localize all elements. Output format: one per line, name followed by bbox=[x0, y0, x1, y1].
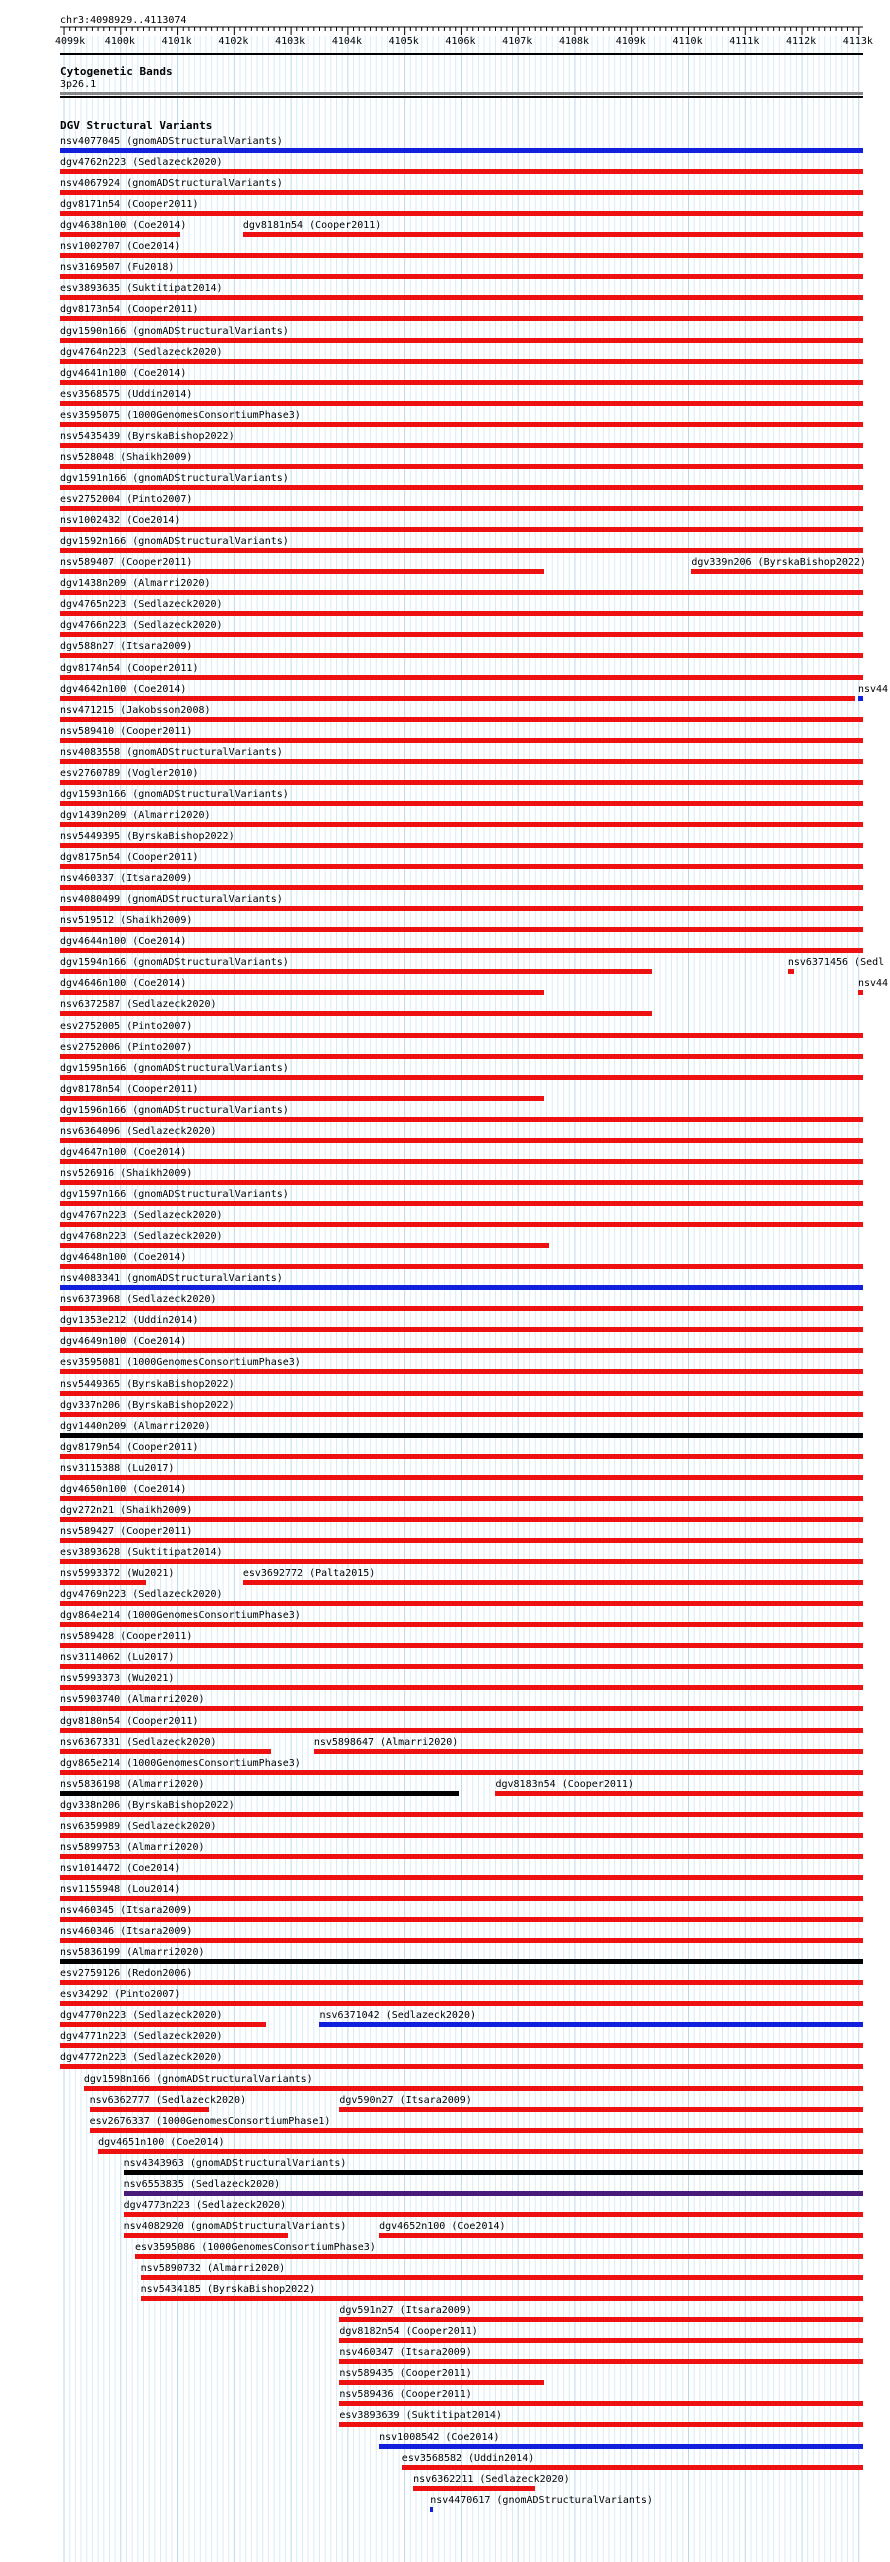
variant-label: dgv4772n223 (Sedlazeck2020) bbox=[60, 2052, 223, 2064]
ruler-tick-label: 4113k bbox=[842, 36, 873, 47]
variant-bar[interactable] bbox=[60, 948, 863, 953]
variant-label: dgv1596n166 (gnomADStructuralVariants) bbox=[60, 1104, 289, 1116]
variant-label: dgv339n206 (ByrskaBishop2022) bbox=[691, 557, 866, 569]
variant-bar[interactable] bbox=[60, 1896, 863, 1901]
variant-bar[interactable] bbox=[60, 422, 863, 427]
variant-label: esv3692772 (Palta2015) bbox=[242, 1568, 376, 1580]
variant-label: nsv1008542 (Coe2014) bbox=[379, 2431, 500, 2443]
variant-label: dgv8180n54 (Cooper2011) bbox=[60, 1715, 199, 1727]
variant-bar[interactable] bbox=[60, 1159, 863, 1164]
variant-bar[interactable] bbox=[60, 485, 863, 490]
variant-bar[interactable] bbox=[60, 1475, 863, 1480]
ruler-tick-label: 4108k bbox=[558, 36, 590, 47]
variant-label: nsv589436 (Cooper2011) bbox=[339, 2389, 472, 2401]
variant-bar[interactable] bbox=[339, 2380, 543, 2385]
variant-bar[interactable] bbox=[60, 1075, 863, 1080]
variant-label: nsv589428 (Cooper2011) bbox=[60, 1631, 193, 1643]
variant-label: nsv4083341 (gnomADStructuralVariants) bbox=[60, 1273, 283, 1285]
variant-label: nsv460347 (Itsara2009) bbox=[339, 2347, 472, 2359]
ruler-tick-label: 4103k bbox=[275, 36, 306, 47]
variant-label: nsv4077045 (gnomADStructuralVariants) bbox=[60, 136, 283, 147]
variant-label: nsv528048 (Shaikh2009) bbox=[60, 451, 193, 463]
variant-label: nsv519512 (Shaikh2009) bbox=[60, 915, 193, 927]
variant-bar[interactable] bbox=[60, 717, 863, 722]
variant-bar[interactable] bbox=[60, 738, 863, 743]
variant-bar[interactable] bbox=[60, 1959, 863, 1964]
variant-bar[interactable] bbox=[141, 2275, 863, 2280]
variant-bar[interactable] bbox=[60, 611, 863, 616]
variant-label: esv2676337 (1000GenomesConsortiumPhase1) bbox=[89, 2115, 331, 2127]
variant-bar[interactable] bbox=[60, 1580, 146, 1585]
ruler-tick-label: 4109k bbox=[615, 36, 646, 47]
variant-label: nsv5890732 (Almarri2020) bbox=[140, 2263, 286, 2275]
variant-label: dgv4773n223 (Sedlazeck2020) bbox=[123, 2199, 287, 2211]
variant-label: nsv6371042 (Sedlazeck2020) bbox=[319, 2010, 477, 2022]
ruler-tick-label: 4110k bbox=[672, 36, 703, 47]
variant-bar[interactable] bbox=[60, 2001, 863, 2006]
variant-label: dgv1591n166 (gnomADStructuralVariants) bbox=[60, 472, 289, 484]
variant-label: dgv4642n100 (Coe2014) bbox=[60, 683, 187, 695]
ruler-tick-label: 4106k bbox=[445, 36, 476, 47]
variant-bar[interactable] bbox=[60, 1664, 863, 1669]
variant-label: dgv4652n100 (Coe2014) bbox=[379, 2220, 506, 2232]
variant-bar[interactable] bbox=[60, 1433, 863, 1438]
variant-label: dgv4767n223 (Sedlazeck2020) bbox=[60, 1210, 223, 1222]
variant-bar[interactable] bbox=[60, 148, 863, 153]
variant-bar[interactable] bbox=[60, 780, 863, 785]
variant-label: dgv590n27 (Itsara2009) bbox=[339, 2094, 472, 2106]
variant-label: dgv4771n223 (Sedlazeck2020) bbox=[60, 2031, 223, 2043]
variant-label: nsv6367331 (Sedlazeck2020) bbox=[60, 1736, 217, 1748]
variant-bar[interactable] bbox=[60, 232, 180, 237]
variant-bar[interactable] bbox=[379, 2233, 863, 2238]
variant-bar[interactable] bbox=[60, 295, 863, 300]
variant-label: dgv4769n223 (Sedlazeck2020) bbox=[60, 1589, 223, 1601]
variant-bar[interactable] bbox=[60, 843, 863, 848]
variant-bar[interactable] bbox=[60, 548, 863, 553]
variant-bar[interactable] bbox=[60, 1138, 863, 1143]
variant-label: nsv589435 (Cooper2011) bbox=[339, 2368, 472, 2380]
variant-label: esv3893635 (Suktitipat2014) bbox=[60, 283, 223, 295]
variant-label: nsv589410 (Cooper2011) bbox=[60, 725, 193, 737]
variant-label: nsv1002432 (Coe2014) bbox=[60, 515, 181, 527]
variant-bar[interactable] bbox=[858, 990, 863, 995]
variant-bar[interactable] bbox=[60, 1749, 271, 1754]
variant-label: dgv1595n166 (gnomADStructuralVariants) bbox=[60, 1062, 289, 1074]
variant-label: dgv591n27 (Itsara2009) bbox=[339, 2305, 472, 2317]
variant-bar[interactable] bbox=[60, 316, 863, 321]
variant-bar[interactable] bbox=[788, 969, 794, 974]
variant-bar[interactable] bbox=[60, 1601, 863, 1606]
variant-label: dgv1598n166 (gnomADStructuralVariants) bbox=[83, 2073, 313, 2085]
variant-bar[interactable] bbox=[60, 1917, 863, 1922]
variant-label: nsv5903740 (Almarri2020) bbox=[60, 1694, 205, 1706]
variant-bar[interactable] bbox=[60, 1412, 863, 1417]
ruler-tick-label: 4111k bbox=[729, 36, 760, 47]
variant-label: dgv338n206 (ByrskaBishop2022) bbox=[60, 1799, 235, 1811]
variant-label: esv3595081 (1000GenomesConsortiumPhase3) bbox=[60, 1357, 301, 1369]
variant-bar[interactable] bbox=[60, 1685, 863, 1690]
variant-label: dgv4765n223 (Sedlazeck2020) bbox=[60, 599, 223, 611]
variant-bar[interactable] bbox=[90, 2107, 209, 2112]
variant-label: nsv6364096 (Sedlazeck2020) bbox=[60, 1125, 217, 1137]
variant-bar[interactable] bbox=[319, 2022, 863, 2027]
variant-label: dgv1597n166 (gnomADStructuralVariants) bbox=[60, 1189, 289, 1200]
variant-label: nsv589407 (Cooper2011) bbox=[60, 557, 193, 569]
ruler-tick-label: 4102k bbox=[218, 36, 249, 47]
variant-bar[interactable] bbox=[60, 1559, 863, 1564]
variant-label: nsv6371456 (Sedl bbox=[787, 957, 885, 969]
variant-bar[interactable] bbox=[60, 169, 863, 174]
variant-label: nsv5435439 (ByrskaBishop2022) bbox=[60, 430, 235, 442]
variant-bar[interactable] bbox=[60, 1243, 549, 1248]
variant-label: dgv337n206 (ByrskaBishop2022) bbox=[60, 1399, 235, 1411]
variant-label: esv2760789 (Vogler2010) bbox=[60, 767, 199, 779]
variant-label: esv2752004 (Pinto2007) bbox=[60, 494, 193, 506]
variant-label: nsv526916 (Shaikh2009) bbox=[60, 1167, 193, 1179]
variant-bar[interactable] bbox=[60, 1306, 863, 1311]
variant-label: dgv4764n223 (Sedlazeck2020) bbox=[60, 346, 223, 358]
variant-bar[interactable] bbox=[60, 190, 863, 195]
variant-label: esv3568582 (Uddin2014) bbox=[401, 2452, 535, 2464]
variant-bar[interactable] bbox=[60, 1033, 863, 1038]
variant-bar[interactable] bbox=[60, 506, 863, 511]
variant-label: nsv460345 (Itsara2009) bbox=[60, 1905, 193, 1917]
cytoband-track-title: Cytogenetic Bands bbox=[60, 65, 173, 78]
variant-label: esv3595075 (1000GenomesConsortiumPhase3) bbox=[60, 409, 301, 421]
variant-bar[interactable] bbox=[60, 464, 863, 469]
variant-label: nsv1014472 (Coe2014) bbox=[60, 1862, 181, 1874]
variant-bar[interactable] bbox=[124, 2212, 863, 2217]
variant-bar[interactable] bbox=[60, 1833, 863, 1838]
variant-bar[interactable] bbox=[60, 338, 863, 343]
variant-bar[interactable] bbox=[60, 1117, 863, 1122]
variant-label: nsv1002707 (Coe2014) bbox=[60, 241, 181, 253]
variant-bar[interactable] bbox=[60, 675, 863, 680]
variant-label: nsv3114062 (Lu2017) bbox=[60, 1652, 175, 1664]
variant-bar[interactable] bbox=[60, 1201, 863, 1206]
variant-label: dgv1353e212 (Uddin2014) bbox=[60, 1315, 199, 1327]
variant-label: nsv5449365 (ByrskaBishop2022) bbox=[60, 1378, 235, 1390]
cytoband-band-edge bbox=[60, 96, 863, 98]
variant-bar[interactable] bbox=[339, 2107, 863, 2112]
variant-label: nsv4083558 (gnomADStructuralVariants) bbox=[60, 746, 283, 758]
variant-label: nsv5993373 (Wu2021) bbox=[60, 1673, 175, 1685]
variant-bar[interactable] bbox=[60, 1285, 863, 1290]
variant-label: nsv6553835 (Sedlazeck2020) bbox=[123, 2178, 281, 2190]
variant-bar[interactable] bbox=[60, 401, 863, 406]
variant-bar[interactable] bbox=[60, 443, 863, 448]
variant-bar[interactable] bbox=[124, 2233, 289, 2238]
variant-bar[interactable] bbox=[60, 253, 863, 258]
ruler-tick-label: 4101k bbox=[161, 36, 192, 47]
ruler-position-label: chr3:4098929..4113074 bbox=[60, 15, 187, 26]
variant-label: dgv865e214 (1000GenomesConsortiumPhase3) bbox=[60, 1757, 301, 1769]
variant-label: dgv4649n100 (Coe2014) bbox=[60, 1336, 187, 1348]
variant-label: nsv6359989 (Sedlazeck2020) bbox=[60, 1820, 217, 1832]
variant-label: nsv5993372 (Wu2021) bbox=[60, 1568, 175, 1580]
variant-label: dgv4766n223 (Sedlazeck2020) bbox=[60, 620, 223, 632]
variant-bar[interactable] bbox=[60, 2064, 863, 2069]
variant-bar[interactable] bbox=[60, 274, 863, 279]
variant-bar[interactable] bbox=[60, 1791, 459, 1796]
variant-label: dgv1590n166 (gnomADStructuralVariants) bbox=[60, 325, 289, 337]
variant-bar[interactable] bbox=[379, 2444, 863, 2449]
variant-bar[interactable] bbox=[339, 2422, 863, 2427]
variant-bar[interactable] bbox=[339, 2338, 863, 2343]
variant-bar[interactable] bbox=[60, 1938, 863, 1943]
variant-bar[interactable] bbox=[60, 1854, 863, 1859]
variant-bar[interactable] bbox=[60, 590, 863, 595]
variant-label: nsv4067924 (gnomADStructuralVariants) bbox=[60, 178, 283, 190]
variant-label: nsv460337 (Itsara2009) bbox=[60, 873, 193, 885]
variant-label: dgv588n27 (Itsara2009) bbox=[60, 641, 193, 653]
variant-label: nsv6372587 (Sedlazeck2020) bbox=[60, 999, 217, 1011]
variant-label: dgv8183n54 (Cooper2011) bbox=[495, 1778, 634, 1790]
cytoband-label: 3p26.1 bbox=[60, 79, 97, 90]
variant-label: nsv5898647 (Almarri2020) bbox=[313, 1736, 459, 1748]
variant-bar[interactable] bbox=[60, 653, 863, 658]
variant-bar[interactable] bbox=[60, 759, 863, 764]
variant-label: dgv4647n100 (Coe2014) bbox=[60, 1146, 187, 1158]
variant-label: nsv6362211 (Sedlazeck2020) bbox=[413, 2473, 570, 2485]
variant-label: dgv4648n100 (Coe2014) bbox=[60, 1252, 187, 1264]
variant-label: dgv4651n100 (Coe2014) bbox=[98, 2136, 225, 2148]
variant-label: esv3568575 (Uddin2014) bbox=[60, 388, 193, 400]
variant-bar[interactable] bbox=[243, 232, 863, 237]
variant-bar[interactable] bbox=[60, 1706, 863, 1711]
variant-label: nsv589427 (Cooper2011) bbox=[60, 1525, 193, 1537]
variant-bar[interactable] bbox=[60, 1391, 863, 1396]
variant-bar[interactable] bbox=[495, 1791, 863, 1796]
variant-label: dgv8175n54 (Cooper2011) bbox=[60, 852, 199, 864]
variant-bar[interactable] bbox=[60, 906, 863, 911]
variant-label: nsv5434185 (ByrskaBishop2022) bbox=[140, 2284, 316, 2296]
variant-label: nsv4082920 (gnomADStructuralVariants) bbox=[123, 2220, 347, 2232]
variant-bar[interactable] bbox=[60, 990, 544, 995]
variant-bar[interactable] bbox=[314, 1749, 863, 1754]
variant-bar[interactable] bbox=[60, 864, 863, 869]
ruler-tick-label: 4107k bbox=[502, 36, 533, 47]
ruler-tick-label: 4112k bbox=[786, 36, 817, 47]
variant-bar[interactable] bbox=[402, 2465, 863, 2470]
variant-label: nsv6362777 (Sedlazeck2020) bbox=[89, 2094, 247, 2106]
variant-label: nsv3169507 (Fu2018) bbox=[60, 262, 175, 274]
variant-label: esv2752006 (Pinto2007) bbox=[60, 1041, 193, 1053]
variant-bar[interactable] bbox=[339, 2401, 863, 2406]
variant-bar[interactable] bbox=[60, 1327, 863, 1332]
variant-label: dgv4768n223 (Sedlazeck2020) bbox=[60, 1231, 223, 1243]
variant-label: nsv6373968 (Sedlazeck2020) bbox=[60, 1294, 217, 1306]
variant-label: esv34292 (Pinto2007) bbox=[60, 1989, 181, 2001]
variant-label: nsv5449395 (ByrskaBishop2022) bbox=[60, 830, 235, 842]
ruler-tick-label: 4099k bbox=[55, 36, 86, 47]
variant-bar[interactable] bbox=[430, 2507, 433, 2512]
variant-bar[interactable] bbox=[60, 1264, 863, 1269]
variant-label: nsv5836198 (Almarri2020) bbox=[60, 1778, 205, 1790]
variant-bar[interactable] bbox=[124, 2191, 863, 2196]
variant-label: dgv8178n54 (Cooper2011) bbox=[60, 1083, 199, 1095]
variant-label: dgv8181n54 (Cooper2011) bbox=[242, 220, 382, 232]
variant-label: nsv4343963 (gnomADStructuralVariants) bbox=[123, 2157, 347, 2169]
variant-bar[interactable] bbox=[60, 1622, 863, 1627]
variant-bar[interactable] bbox=[60, 1222, 863, 1227]
variant-bar[interactable] bbox=[60, 1454, 863, 1459]
variant-bar[interactable] bbox=[339, 2317, 863, 2322]
variant-bar[interactable] bbox=[90, 2128, 863, 2133]
variant-bar[interactable] bbox=[60, 2043, 863, 2048]
variant-bar[interactable] bbox=[135, 2254, 863, 2259]
variant-bar[interactable] bbox=[60, 1011, 652, 1016]
variant-bar[interactable] bbox=[60, 211, 863, 216]
variant-bar[interactable] bbox=[60, 1980, 863, 1985]
variant-label: dgv8179n54 (Cooper2011) bbox=[60, 1441, 199, 1453]
variant-bar[interactable] bbox=[60, 359, 863, 364]
variant-bar[interactable] bbox=[60, 1180, 863, 1185]
variant-label: dgv4644n100 (Coe2014) bbox=[60, 936, 187, 948]
variant-bar[interactable] bbox=[141, 2296, 863, 2301]
variant-label: dgv8182n54 (Cooper2011) bbox=[339, 2326, 478, 2338]
variant-label: dgv1592n166 (gnomADStructuralVariants) bbox=[60, 536, 289, 548]
variant-label: nsv44 bbox=[857, 683, 889, 695]
ruler-tick-label: 4100k bbox=[104, 36, 135, 47]
variant-label: nsv5836199 (Almarri2020) bbox=[60, 1947, 205, 1959]
variant-label: dgv8174n54 (Cooper2011) bbox=[60, 662, 199, 674]
ruler-tick-label: 4105k bbox=[388, 36, 419, 47]
variant-bar[interactable] bbox=[98, 2149, 863, 2154]
variant-label: dgv8171n54 (Cooper2011) bbox=[60, 199, 199, 211]
variant-bar[interactable] bbox=[60, 1875, 863, 1880]
variant-bar[interactable] bbox=[60, 1517, 863, 1522]
variant-label: dgv8173n54 (Cooper2011) bbox=[60, 304, 199, 316]
variant-bar[interactable] bbox=[60, 1369, 863, 1374]
dgv-track-title: DGV Structural Variants bbox=[60, 119, 213, 132]
variant-label: nsv44 bbox=[857, 978, 889, 990]
variant-bar[interactable] bbox=[60, 380, 863, 385]
ruler-separator bbox=[60, 53, 863, 55]
variant-label: dgv4762n223 (Sedlazeck2020) bbox=[60, 157, 223, 169]
variant-bar[interactable] bbox=[339, 2359, 863, 2364]
variant-bar[interactable] bbox=[60, 885, 863, 890]
variant-label: esv3893628 (Suktitipat2014) bbox=[60, 1547, 223, 1559]
variant-bar[interactable] bbox=[60, 527, 863, 532]
variant-label: nsv460346 (Itsara2009) bbox=[60, 1926, 193, 1938]
variant-label: dgv4770n223 (Sedlazeck2020) bbox=[60, 2010, 223, 2022]
variant-bar[interactable] bbox=[60, 969, 652, 974]
variant-label: nsv5899753 (Almarri2020) bbox=[60, 1841, 205, 1853]
ruler-tick-label: 4104k bbox=[331, 36, 362, 47]
variant-label: dgv1440n209 (Almarri2020) bbox=[60, 1420, 211, 1432]
variant-bar[interactable] bbox=[60, 822, 863, 827]
variant-label: esv3595086 (1000GenomesConsortiumPhase3) bbox=[134, 2242, 376, 2253]
variant-bar[interactable] bbox=[60, 696, 855, 701]
variant-label: dgv4646n100 (Coe2014) bbox=[60, 978, 187, 990]
variant-bar[interactable] bbox=[60, 1348, 863, 1353]
variant-bar[interactable] bbox=[60, 801, 863, 806]
variant-bar[interactable] bbox=[60, 1096, 544, 1101]
variant-label: esv3893639 (Suktitipat2014) bbox=[339, 2410, 502, 2422]
variant-label: dgv1594n166 (gnomADStructuralVariants) bbox=[60, 957, 289, 969]
variant-bar[interactable] bbox=[60, 569, 544, 574]
variant-bar[interactable] bbox=[60, 632, 863, 637]
variant-label: nsv4080499 (gnomADStructuralVariants) bbox=[60, 894, 283, 906]
variant-label: dgv4641n100 (Coe2014) bbox=[60, 367, 187, 379]
variant-label: dgv4650n100 (Coe2014) bbox=[60, 1483, 187, 1495]
cytoband-band bbox=[60, 92, 863, 95]
variant-label: nsv1155948 (Lou2014) bbox=[60, 1883, 181, 1895]
variant-label: dgv1439n209 (Almarri2020) bbox=[60, 809, 211, 821]
variant-bar[interactable] bbox=[60, 2022, 266, 2027]
variant-label: esv2752005 (Pinto2007) bbox=[60, 1020, 193, 1032]
variant-bar[interactable] bbox=[124, 2170, 863, 2175]
variant-label: nsv471215 (Jakobsson2008) bbox=[60, 704, 211, 716]
variant-bar[interactable] bbox=[84, 2086, 863, 2091]
variant-label: dgv272n21 (Shaikh2009) bbox=[60, 1504, 193, 1516]
variant-label: dgv1593n166 (gnomADStructuralVariants) bbox=[60, 788, 289, 800]
variant-bar[interactable] bbox=[60, 1770, 863, 1775]
variant-bar[interactable] bbox=[691, 569, 863, 574]
variant-label: dgv1438n209 (Almarri2020) bbox=[60, 578, 211, 590]
variant-bar[interactable] bbox=[413, 2486, 535, 2491]
variant-bar[interactable] bbox=[60, 1496, 863, 1501]
variant-bar[interactable] bbox=[60, 927, 863, 932]
variant-bar[interactable] bbox=[60, 1643, 863, 1648]
variant-label: dgv864e214 (1000GenomesConsortiumPhase3) bbox=[60, 1610, 301, 1622]
variant-bar[interactable] bbox=[60, 1812, 863, 1817]
variant-label: nsv3115388 (Lu2017) bbox=[60, 1462, 175, 1474]
variant-label: dgv4638n100 (Coe2014) bbox=[60, 220, 187, 232]
variant-label: esv2759126 (Redon2006) bbox=[60, 1968, 193, 1980]
variant-bar[interactable] bbox=[858, 696, 863, 701]
variant-bar[interactable] bbox=[60, 1054, 863, 1059]
variant-bar[interactable] bbox=[60, 1728, 863, 1733]
variant-bar[interactable] bbox=[243, 1580, 863, 1585]
variant-bar[interactable] bbox=[60, 1538, 863, 1543]
variant-label: nsv4470617 (gnomADStructuralVariants) bbox=[430, 2494, 653, 2506]
